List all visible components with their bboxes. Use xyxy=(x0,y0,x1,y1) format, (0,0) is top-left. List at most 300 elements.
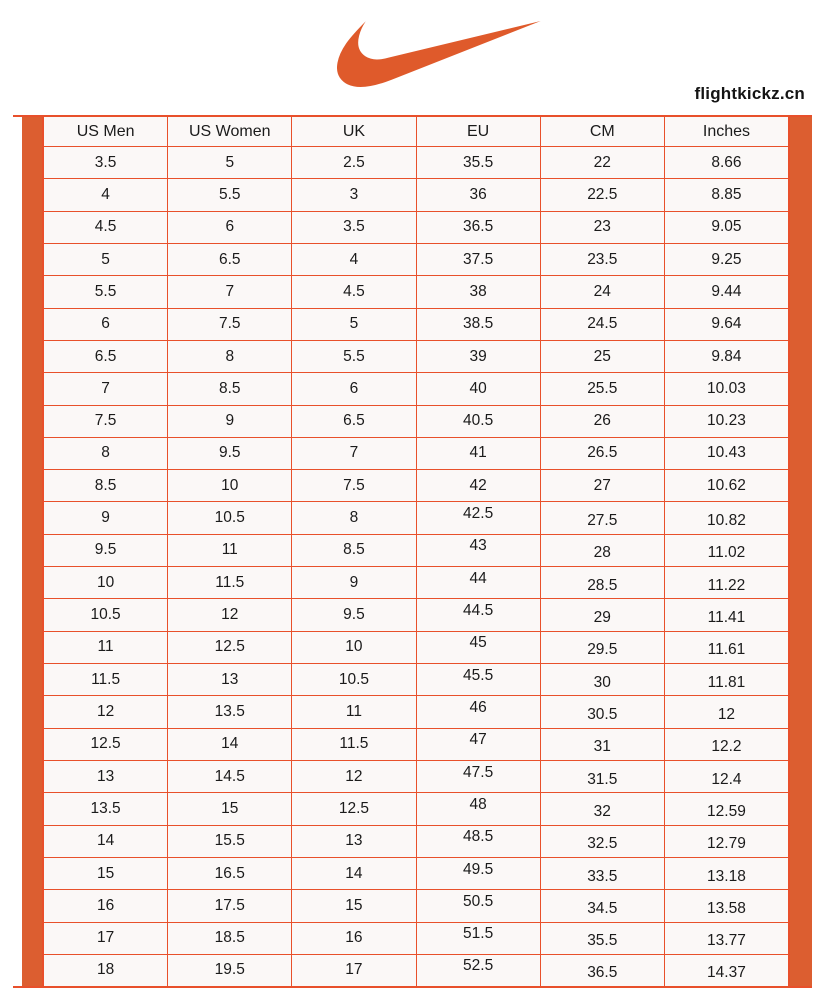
table-cell xyxy=(665,341,788,372)
cell-value: 11.5 xyxy=(91,670,121,688)
table-row xyxy=(44,179,788,211)
cell-value: 12 xyxy=(221,606,239,624)
table-cell xyxy=(417,696,541,727)
table-cell xyxy=(168,373,292,404)
cell-value: Inches xyxy=(702,122,751,140)
table-cell xyxy=(168,438,292,469)
cell-value: 27 xyxy=(593,476,611,494)
table-cell xyxy=(417,502,541,533)
cell-value: 17 xyxy=(345,961,363,979)
cell-value: 6.5 xyxy=(94,347,117,365)
table-cell xyxy=(417,309,541,340)
cell-value: 18 xyxy=(96,961,115,979)
cell-value: 5 xyxy=(225,153,235,171)
table-cell xyxy=(541,438,665,469)
cell-value: 7.5 xyxy=(343,476,365,494)
table-cell xyxy=(665,696,788,727)
cell-value: 51.5 xyxy=(463,925,494,943)
cell-value: 11.5 xyxy=(339,735,369,753)
table-cell xyxy=(417,341,541,372)
cell-value: 8.85 xyxy=(711,185,742,203)
cell-value: 8 xyxy=(225,347,235,365)
cell-value: 9.05 xyxy=(711,218,742,236)
table-cell xyxy=(541,923,665,954)
table-cell xyxy=(44,955,168,986)
cell-value: 15 xyxy=(96,864,115,882)
cell-value: 16 xyxy=(345,929,363,947)
cell-value: EU xyxy=(466,122,490,140)
table-cell xyxy=(292,696,416,727)
table-cell xyxy=(541,535,665,566)
table-cell xyxy=(417,179,541,210)
table-cell xyxy=(417,858,541,889)
table-cell xyxy=(417,761,541,792)
cell-value: 36.5 xyxy=(587,964,618,982)
table-cell xyxy=(541,858,665,889)
table-row xyxy=(44,276,788,308)
table-cell xyxy=(417,599,541,630)
cell-value: 12.79 xyxy=(707,835,746,853)
cell-value: 14.5 xyxy=(214,767,245,785)
table-cell xyxy=(417,438,541,469)
cell-value: 26.5 xyxy=(587,444,618,462)
table-cell xyxy=(168,632,292,663)
table-cell xyxy=(665,826,788,857)
cell-value: 11 xyxy=(97,638,114,656)
cell-value: UK xyxy=(342,122,366,140)
table-cell xyxy=(541,244,665,275)
table-cell xyxy=(292,438,416,469)
cell-value: 13.5 xyxy=(90,799,121,817)
cell-value: 38.5 xyxy=(463,315,494,333)
table-cell xyxy=(417,244,541,275)
cell-value: 10 xyxy=(96,573,115,591)
column-header xyxy=(541,117,665,146)
cell-value: 45 xyxy=(469,634,487,652)
table-row xyxy=(44,923,788,955)
cell-value: 13 xyxy=(221,670,239,688)
table-cell xyxy=(292,502,416,533)
cell-value: 46 xyxy=(469,698,487,716)
table-cell xyxy=(44,276,168,307)
table-row xyxy=(44,212,788,244)
table-cell xyxy=(168,244,292,275)
cell-value: 22 xyxy=(593,153,611,171)
cell-value: 12.59 xyxy=(707,802,746,820)
table-cell xyxy=(665,147,788,178)
cell-value: 40.5 xyxy=(463,412,494,430)
cell-value: 9 xyxy=(101,509,110,527)
table-cell xyxy=(541,147,665,178)
table-cell xyxy=(292,212,416,243)
cell-value: 10.62 xyxy=(707,476,746,494)
cell-value: 8.5 xyxy=(218,379,241,397)
cell-value: 9.5 xyxy=(218,444,241,462)
table-cell xyxy=(665,664,788,695)
table-cell xyxy=(44,793,168,824)
cell-value: 32 xyxy=(593,802,611,820)
cell-value: 5 xyxy=(101,250,110,268)
table-cell xyxy=(44,890,168,921)
table-cell xyxy=(665,276,788,307)
cell-value: 31.5 xyxy=(587,770,618,788)
cell-value: 12.2 xyxy=(711,738,742,756)
table-cell xyxy=(292,406,416,437)
cell-value: 14 xyxy=(221,735,239,753)
cell-value: 10.23 xyxy=(707,412,746,430)
table-row xyxy=(44,406,788,438)
cell-value: 25 xyxy=(593,347,611,365)
cell-value: 44.5 xyxy=(463,602,494,620)
cell-value: 5.5 xyxy=(218,185,241,203)
table-cell xyxy=(44,729,168,760)
table-cell xyxy=(292,923,416,954)
table-cell xyxy=(417,923,541,954)
cell-value: 35.5 xyxy=(463,153,494,171)
table-cell xyxy=(541,406,665,437)
cell-value: 47.5 xyxy=(463,763,494,781)
table-cell xyxy=(292,858,416,889)
table-cell xyxy=(292,632,416,663)
table-cell xyxy=(417,729,541,760)
table-cell xyxy=(417,373,541,404)
table-cell xyxy=(292,729,416,760)
table-cell xyxy=(665,179,788,210)
cell-value: 10.43 xyxy=(707,444,746,462)
cell-value: 13 xyxy=(96,767,115,785)
cell-value: 9.5 xyxy=(343,606,365,624)
cell-value: 7 xyxy=(225,282,235,300)
table-cell xyxy=(168,406,292,437)
table-row xyxy=(44,858,788,890)
cell-value: 13.58 xyxy=(707,899,746,917)
cell-value: 15 xyxy=(221,799,239,817)
cell-value: 4 xyxy=(101,185,110,203)
cell-value: 45.5 xyxy=(463,666,494,684)
table-cell xyxy=(417,664,541,695)
cell-value: 4.5 xyxy=(343,282,365,300)
table-cell xyxy=(292,761,416,792)
table-cell xyxy=(417,406,541,437)
table-cell xyxy=(665,244,788,275)
cell-value: 12.4 xyxy=(711,770,742,788)
table-cell xyxy=(665,438,788,469)
table-cell xyxy=(541,567,665,598)
table-cell xyxy=(292,373,416,404)
table-cell xyxy=(541,890,665,921)
cell-value: 22.5 xyxy=(587,185,618,203)
cell-value: 8.5 xyxy=(94,476,117,494)
cell-value: 11.41 xyxy=(707,609,746,627)
cell-value: 14 xyxy=(96,832,115,850)
cell-value: 10 xyxy=(221,476,239,494)
table-cell xyxy=(665,955,788,986)
table-cell xyxy=(44,244,168,275)
column-header xyxy=(44,117,168,146)
table-cell xyxy=(541,470,665,501)
site-name: flightkickz.cn xyxy=(694,84,805,103)
cell-value: 12 xyxy=(96,702,115,720)
cell-value: 7.5 xyxy=(218,315,241,333)
cell-value: CM xyxy=(589,122,615,140)
table-cell xyxy=(292,955,416,986)
cell-value: 13.77 xyxy=(707,932,746,950)
cell-value: 9 xyxy=(349,573,359,591)
table-cell xyxy=(417,212,541,243)
table-cell xyxy=(292,309,416,340)
table-cell xyxy=(541,212,665,243)
cell-value: 36 xyxy=(469,185,487,203)
table-cell xyxy=(44,567,168,598)
cell-value: 7 xyxy=(101,379,110,397)
cell-value: 23.5 xyxy=(587,250,618,268)
cell-value: 42.5 xyxy=(463,505,494,523)
table-cell xyxy=(44,309,168,340)
cell-value: 17 xyxy=(96,929,115,947)
table-cell xyxy=(665,502,788,533)
table-cell xyxy=(44,761,168,792)
cell-value: 36.5 xyxy=(463,218,494,236)
cell-value: 6.5 xyxy=(343,412,365,430)
cell-value: 30.5 xyxy=(587,705,618,723)
cell-value: 9.64 xyxy=(711,315,742,333)
table-cell xyxy=(168,147,292,178)
table-row xyxy=(44,244,788,276)
cell-value: 5.5 xyxy=(343,347,365,365)
table-cell xyxy=(541,664,665,695)
table-row xyxy=(44,890,788,922)
cell-value: 11.22 xyxy=(707,576,746,594)
table-cell xyxy=(168,535,292,566)
cell-value: 11 xyxy=(221,541,238,559)
table-cell xyxy=(292,276,416,307)
column-header xyxy=(292,117,416,146)
table-row xyxy=(44,729,788,761)
table-cell xyxy=(44,406,168,437)
table-cell xyxy=(168,664,292,695)
nike-logo xyxy=(337,10,542,98)
table-cell xyxy=(665,212,788,243)
table-row xyxy=(44,502,788,534)
cell-value: 27.5 xyxy=(587,512,618,530)
table-cell xyxy=(417,276,541,307)
table-cell xyxy=(292,664,416,695)
table-row xyxy=(44,309,788,341)
table-cell xyxy=(168,761,292,792)
table-row xyxy=(44,341,788,373)
table-cell xyxy=(665,470,788,501)
cell-value: 3.5 xyxy=(94,153,117,171)
table-cell xyxy=(541,729,665,760)
cell-value: 10 xyxy=(345,638,363,656)
table-cell xyxy=(541,502,665,533)
cell-value: 7 xyxy=(349,444,359,462)
table-cell xyxy=(417,632,541,663)
column-header xyxy=(168,117,292,146)
right-accent-bar xyxy=(790,117,812,986)
table-cell xyxy=(541,276,665,307)
table-cell xyxy=(168,567,292,598)
cell-value: 10.5 xyxy=(338,670,370,688)
cell-value: 31 xyxy=(593,738,611,756)
table-cell xyxy=(417,826,541,857)
table-cell xyxy=(168,470,292,501)
cell-value: 34.5 xyxy=(587,899,618,917)
table-cell xyxy=(168,599,292,630)
table-cell xyxy=(44,858,168,889)
cell-value: 3.5 xyxy=(343,218,365,236)
table-cell xyxy=(417,793,541,824)
table-cell xyxy=(44,341,168,372)
cell-value: 8.5 xyxy=(343,541,365,559)
table-cell xyxy=(44,502,168,533)
cell-value: 41 xyxy=(469,444,487,462)
table-header-row xyxy=(44,117,788,147)
table-row xyxy=(44,664,788,696)
table-row xyxy=(44,826,788,858)
table-row xyxy=(44,761,788,793)
cell-value: 29.5 xyxy=(587,641,618,659)
table-cell xyxy=(665,373,788,404)
cell-value: 30 xyxy=(593,673,611,691)
cell-value: 9.84 xyxy=(711,347,742,365)
table-cell xyxy=(665,567,788,598)
cell-value: 2.5 xyxy=(343,153,365,171)
table-cell xyxy=(292,793,416,824)
table-cell xyxy=(168,729,292,760)
table-cell xyxy=(665,535,788,566)
cell-value: 40 xyxy=(469,379,487,397)
cell-value: 11.02 xyxy=(707,544,746,562)
cell-value: 47 xyxy=(469,731,487,749)
table-cell xyxy=(665,761,788,792)
table-cell xyxy=(541,599,665,630)
cell-value: 10.5 xyxy=(214,509,245,527)
table-cell xyxy=(292,826,416,857)
cell-value: 4.5 xyxy=(94,218,117,236)
cell-value: 9.25 xyxy=(711,250,742,268)
cell-value: 14 xyxy=(345,864,363,882)
table-row xyxy=(44,470,788,502)
table-cell xyxy=(168,341,292,372)
table-cell xyxy=(168,179,292,210)
table-cell xyxy=(44,470,168,501)
cell-value: 7.5 xyxy=(94,412,117,430)
cell-value: 32.5 xyxy=(587,835,618,853)
table-cell xyxy=(541,793,665,824)
table-cell xyxy=(168,309,292,340)
cell-value: 15.5 xyxy=(214,832,245,850)
table-cell xyxy=(292,244,416,275)
cell-value: 5.5 xyxy=(94,282,117,300)
table-cell xyxy=(44,438,168,469)
column-header xyxy=(665,117,788,146)
table-row xyxy=(44,535,788,567)
table-cell xyxy=(44,632,168,663)
cell-value: 6 xyxy=(101,315,110,333)
table-cell xyxy=(665,729,788,760)
table-row xyxy=(44,955,788,986)
table-row xyxy=(44,793,788,825)
cell-value: 44 xyxy=(469,569,487,587)
cell-value: 10.03 xyxy=(707,379,746,397)
cell-value: 4 xyxy=(349,250,359,268)
cell-value: 11 xyxy=(345,702,362,720)
cell-value: 6.5 xyxy=(218,250,241,268)
cell-value: 48.5 xyxy=(463,828,494,846)
cell-value: 8 xyxy=(101,444,110,462)
cell-value: 9.5 xyxy=(94,541,117,559)
table-cell xyxy=(541,955,665,986)
cell-value: 11.5 xyxy=(215,573,245,591)
cell-value: 10.5 xyxy=(90,606,121,624)
table-cell xyxy=(292,890,416,921)
cell-value: 3 xyxy=(349,185,359,203)
cell-value: 17.5 xyxy=(214,896,245,914)
table-cell xyxy=(541,179,665,210)
cell-value: 5 xyxy=(349,315,359,333)
cell-value: 8.66 xyxy=(711,153,742,171)
cell-value: 12.5 xyxy=(90,735,121,753)
cell-value: 35.5 xyxy=(587,932,618,950)
cell-value: 23 xyxy=(593,218,611,236)
table-cell xyxy=(665,793,788,824)
table-cell xyxy=(417,535,541,566)
left-accent-bar xyxy=(22,117,42,986)
cell-value: 16.5 xyxy=(214,864,245,882)
cell-value: 12.5 xyxy=(214,638,245,656)
table-cell xyxy=(541,341,665,372)
table-cell xyxy=(541,632,665,663)
cell-value: 29 xyxy=(593,609,611,627)
table-row xyxy=(44,438,788,470)
cell-value: US Women xyxy=(189,122,271,140)
table-cell xyxy=(168,923,292,954)
table-cell xyxy=(417,890,541,921)
cell-value: 39 xyxy=(469,347,487,365)
table-row xyxy=(44,599,788,631)
cell-value: 26 xyxy=(593,412,611,430)
table-cell xyxy=(665,406,788,437)
table-cell xyxy=(44,599,168,630)
table-cell xyxy=(665,632,788,663)
table-cell xyxy=(292,567,416,598)
table-cell xyxy=(168,858,292,889)
table-cell xyxy=(292,341,416,372)
table-cell xyxy=(44,664,168,695)
table-row xyxy=(44,147,788,179)
table-cell xyxy=(44,535,168,566)
table-row xyxy=(44,373,788,405)
cell-value: 37.5 xyxy=(463,250,494,268)
nike-swoosh-icon xyxy=(337,10,542,98)
cell-value: 6 xyxy=(349,379,359,397)
table-cell xyxy=(417,470,541,501)
cell-value: 18.5 xyxy=(214,929,245,947)
cell-value: 42 xyxy=(469,476,487,494)
cell-value: 24 xyxy=(593,282,611,300)
table-cell xyxy=(541,826,665,857)
table-cell xyxy=(168,276,292,307)
table-cell xyxy=(541,761,665,792)
table-cell xyxy=(292,470,416,501)
table-cell xyxy=(541,696,665,727)
table-cell xyxy=(44,212,168,243)
table-cell xyxy=(44,179,168,210)
cell-value: 28 xyxy=(593,544,611,562)
table-cell xyxy=(168,502,292,533)
cell-value: 12.5 xyxy=(338,799,370,817)
